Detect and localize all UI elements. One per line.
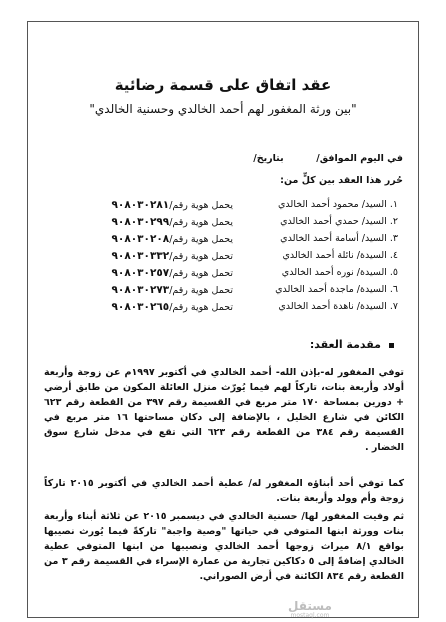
square-bullet-icon [389,343,394,348]
parties-intro: حُرر هذا العقد بين كلٍّ من: [280,175,403,186]
party-row [98,216,398,233]
party-row [98,199,398,216]
party-id-number: ٩٠٨٠٣٠٢٠٨ [111,233,170,245]
parties-list [98,199,398,318]
mostaql-watermark-logo [288,600,332,619]
party-row [98,284,398,301]
party-name: ٣. السيد/ أسامة أحمد الخالدي [280,233,398,244]
party-id: يحمل هوية رقم/٩٠٨٠٣٠٢٩٩ [111,216,233,228]
intro-paragraph: ثم وفيت المغفور لها/ حسنية الخالدي في ديسمبر ٢٠١٥ عن ثلاثة أبناء وأربعة بنات وورثة ابنها المتوفي في حياتها "وصية واجبة" تاركةً فيما يُورث نصيبها بواقع ٨/١ ميراث زوجها أحمد الخالدي ونصيبها من ابنها المتوفي عطية الخالدي إضافةً إلى ٥ دكاكين تجارية من عمارة الإسراء في القسيمة رقم ٣ من القطعة رقم ٨٣٤ الكائنة في أرض الصوراني. [44,511,405,582]
party-id: تحمل هوية رقم/٩٠٨٠٣٠٢٦٥ [111,301,233,313]
party-name: ٧. السيدة/ ناهدة أحمد الخالدي [278,301,398,312]
party-id: تحمل هوية رقم/٩٠٨٠٣٠٢٥٧ [111,267,233,279]
document-subtitle: "بين ورثة المغفور لهم أحمد الخالدي وحسنية الخالدي" [89,102,357,116]
document-title: عقد اتفاق على قسمة رضائية [114,76,332,94]
document-page [27,21,419,618]
party-name: ١. السيد/ محمود أحمد الخالدي [278,199,398,210]
date-label: في اليوم الموافق/ [316,153,403,164]
intro-paragraph: توفي المغفور له-بإذن الله- أحمد الخالدي في أكتوبر ١٩٩٧م عن زوجة وأربعة أولاد وأربعة بنات، تاركاً لهم فيما يُورّث منزل العائلة المكون من طابق أرضي + دورين بمساحة ١٧٠ متر مربع في القسيمة رقم ٣٩٧ من القطعة رقم ٦٢٣ الكائن في شارع الخليل ، بالإضافة إلى دكان مساحتها ١٦ متر مربع في القسيمة رقم ٣٨٤ من القطعة رقم ٦٢٣ التي تقع في مدخل شارع سوق الخضار . [44,367,405,453]
party-id: تحمل هوية رقم/٩٠٨٠٣٠٣٣٢ [111,250,233,262]
date-line [253,153,403,164]
party-row [98,301,398,318]
watermark-domain: mostaql.com [290,612,330,619]
party-id-number: ٩٠٨٠٣٠٣٣٢ [111,250,170,262]
party-id: تحمل هوية رقم/٩٠٨٠٣٠٢٧٣ [111,284,233,296]
party-name: ٥. السيدة/ نوره أحمد الخالدي [281,267,398,278]
party-name: ٦. السيدة/ ماجدة أحمد الخالدي [275,284,398,295]
party-row [98,250,398,267]
party-row [98,267,398,284]
intro-paragraph: كما توفي أحد أبناؤه المغفور له/ عطية أحمد الخالدي في أكتوبر ٢٠١٥ تاركاً زوجة وأم وولد وأربعة بنات. [44,478,404,504]
section-heading [310,338,394,351]
party-id-number: ٩٠٨٠٣٠٢٦٥ [111,301,170,313]
document-body [28,22,418,617]
party-id-number: ٩٠٨٠٣٠٢٧٣ [111,284,170,296]
party-id: يحمل هوية رقم/٩٠٨٠٣٠٢٨١ [111,199,233,211]
party-name: ٢. السيد/ حمدي أحمد الخالدي [280,216,398,227]
party-id: يحمل هوية رقم/٩٠٨٠٣٠٢٠٨ [111,233,233,245]
party-id-number: ٩٠٨٠٣٠٢٥٧ [111,267,170,279]
party-name: ٤. السيدة/ نائلة أحمد الخالدي [282,250,398,261]
section-heading-text: مقدمة العقد: [309,338,381,351]
party-id-number: ٩٠٨٠٣٠٢٩٩ [111,216,170,228]
party-id-number: ٩٠٨٠٣٠٢٨١ [111,199,170,211]
party-row [98,233,398,250]
date-label-2: بتاريخ/ [253,153,284,164]
watermark-brand: مستقل [288,599,332,613]
